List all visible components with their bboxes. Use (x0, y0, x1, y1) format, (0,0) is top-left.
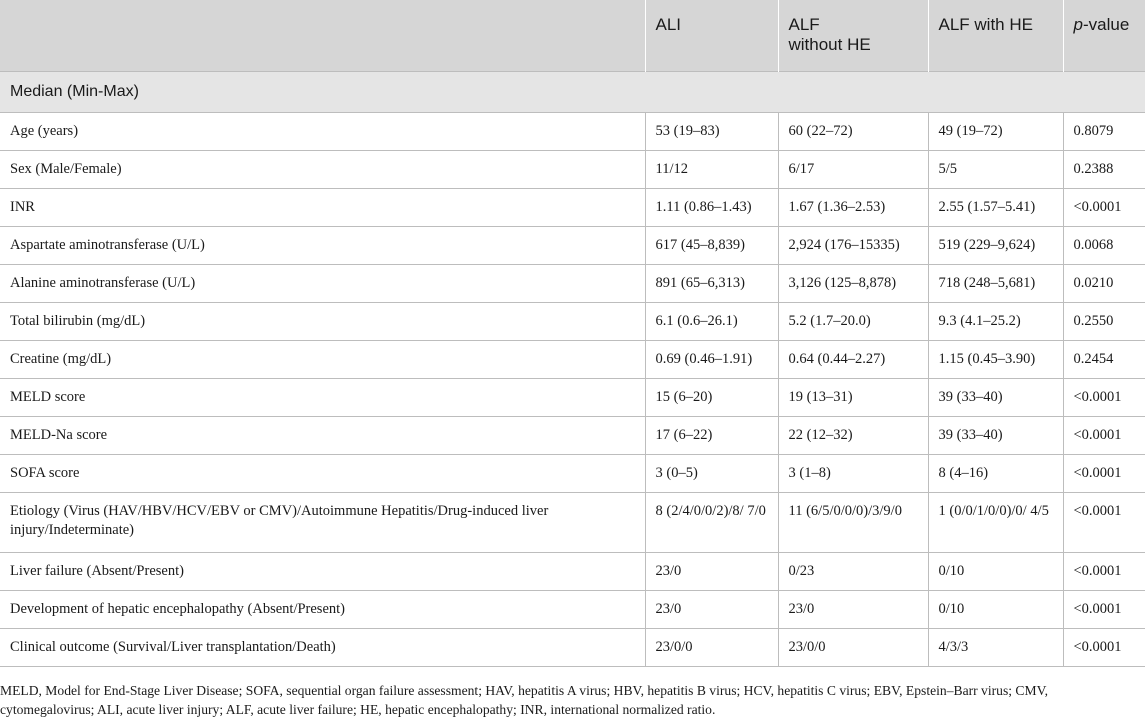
cell-p-value: <0.0001 (1063, 378, 1145, 416)
cell-alf-with-he: 9.3 (4.1–25.2) (928, 302, 1063, 340)
header-alf-line1: ALF (788, 15, 820, 34)
cell-p-value: 0.2550 (1063, 302, 1145, 340)
row-label: MELD-Na score (0, 416, 645, 454)
cell-alf-with-he: 0/10 (928, 552, 1063, 590)
section-row (0, 71, 1145, 112)
row-label: MELD score (0, 378, 645, 416)
cell-alf-without-he: 1.67 (1.36–2.53) (778, 188, 928, 226)
cell-alf-without-he: 2,924 (176–15335) (778, 226, 928, 264)
cell-ali: 53 (19–83) (645, 112, 778, 150)
table-row (0, 302, 1145, 340)
table-row (0, 226, 1145, 264)
cell-ali: 891 (65–6,313) (645, 264, 778, 302)
cell-p-value: <0.0001 (1063, 188, 1145, 226)
cell-alf-with-he: 5/5 (928, 150, 1063, 188)
table-row (0, 378, 1145, 416)
cell-p-value: <0.0001 (1063, 416, 1145, 454)
row-label: Etiology (Virus (HAV/HBV/HCV/EBV or CMV)/Autoimmune Hepatitis/Drug-induced liver injury/Indeterminate) (0, 492, 645, 552)
section-label: Median (Min-Max) (0, 71, 1145, 112)
cell-alf-with-he: 39 (33–40) (928, 378, 1063, 416)
cell-ali: 8 (2/4/0/0/2)/8/ 7/0 (645, 492, 778, 552)
table-row (0, 150, 1145, 188)
cell-alf-with-he: 1 (0/0/1/0/0)/0/ 4/5 (928, 492, 1063, 552)
cell-alf-with-he: 49 (19–72) (928, 112, 1063, 150)
cell-p-value: <0.0001 (1063, 628, 1145, 666)
header-p-rest: -value (1082, 15, 1130, 34)
cell-alf-without-he: 23/0 (778, 590, 928, 628)
table-row (0, 454, 1145, 492)
row-label: Aspartate aminotransferase (U/L) (0, 226, 645, 264)
header-alf-with-he: ALF with HE (928, 0, 1063, 71)
cell-ali: 11/12 (645, 150, 778, 188)
cell-ali: 15 (6–20) (645, 378, 778, 416)
table-row (0, 628, 1145, 666)
cell-alf-with-he: 2.55 (1.57–5.41) (928, 188, 1063, 226)
cell-ali: 3 (0–5) (645, 454, 778, 492)
cell-alf-with-he: 519 (229–9,624) (928, 226, 1063, 264)
cell-p-value: 0.0068 (1063, 226, 1145, 264)
cell-ali: 617 (45–8,839) (645, 226, 778, 264)
cell-p-value: <0.0001 (1063, 552, 1145, 590)
table-row (0, 188, 1145, 226)
row-label: Alanine aminotransferase (U/L) (0, 264, 645, 302)
cell-ali: 23/0 (645, 552, 778, 590)
table-row (0, 492, 1145, 552)
cell-ali: 23/0 (645, 590, 778, 628)
cell-p-value: <0.0001 (1063, 590, 1145, 628)
header-variable (0, 0, 645, 71)
table-row (0, 112, 1145, 150)
table-row (0, 590, 1145, 628)
header-p-italic: p (1073, 15, 1083, 34)
header-p-value (1063, 0, 1145, 71)
cell-alf-without-he: 60 (22–72) (778, 112, 928, 150)
row-label: Age (years) (0, 112, 645, 150)
cell-alf-without-he: 0/23 (778, 552, 928, 590)
cell-alf-without-he: 22 (12–32) (778, 416, 928, 454)
row-label: Creatine (mg/dL) (0, 340, 645, 378)
cell-alf-without-he: 5.2 (1.7–20.0) (778, 302, 928, 340)
header-ali: ALI (645, 0, 778, 71)
table-row (0, 552, 1145, 590)
row-label: Sex (Male/Female) (0, 150, 645, 188)
header-row (0, 0, 1145, 71)
cell-alf-with-he: 1.15 (0.45–3.90) (928, 340, 1063, 378)
cell-alf-without-he: 3,126 (125–8,878) (778, 264, 928, 302)
cell-p-value: 0.2388 (1063, 150, 1145, 188)
header-alf-line2: without HE (788, 35, 871, 54)
row-label: Clinical outcome (Survival/Liver transplantation/Death) (0, 628, 645, 666)
table-row (0, 340, 1145, 378)
cell-ali: 1.11 (0.86–1.43) (645, 188, 778, 226)
row-label: SOFA score (0, 454, 645, 492)
cell-p-value: 0.2454 (1063, 340, 1145, 378)
cell-alf-without-he: 3 (1–8) (778, 454, 928, 492)
cell-alf-with-he: 8 (4–16) (928, 454, 1063, 492)
cell-alf-without-he: 11 (6/5/0/0/0)/3/9/0 (778, 492, 928, 552)
row-label: INR (0, 188, 645, 226)
cell-alf-with-he: 0/10 (928, 590, 1063, 628)
cell-ali: 0.69 (0.46–1.91) (645, 340, 778, 378)
row-label: Liver failure (Absent/Present) (0, 552, 645, 590)
row-label: Total bilirubin (mg/dL) (0, 302, 645, 340)
row-label: Development of hepatic encephalopathy (Absent/Present) (0, 590, 645, 628)
cell-ali: 23/0/0 (645, 628, 778, 666)
cell-p-value: 0.8079 (1063, 112, 1145, 150)
cell-p-value: <0.0001 (1063, 454, 1145, 492)
table-footnote: MELD, Model for End-Stage Liver Disease; SOFA, sequential organ failure assessment; HAV, hepatitis A virus; HBV, hepatitis B virus; HCV, hepatitis C virus; EBV, Epstein–Barr virus; CMV, cytomegalovirus; ALI, acute liver injury; ALF, acute liver failure; HE, hepatic encephalopathy; INR, international normalized ratio. (0, 683, 1049, 717)
cell-alf-without-he: 23/0/0 (778, 628, 928, 666)
cell-p-value: <0.0001 (1063, 492, 1145, 552)
cell-alf-with-he: 39 (33–40) (928, 416, 1063, 454)
cell-alf-without-he: 0.64 (0.44–2.27) (778, 340, 928, 378)
cell-ali: 6.1 (0.6–26.1) (645, 302, 778, 340)
cell-alf-with-he: 4/3/3 (928, 628, 1063, 666)
header-alf-without-he (778, 0, 928, 71)
cell-ali: 17 (6–22) (645, 416, 778, 454)
cell-alf-without-he: 6/17 (778, 150, 928, 188)
table-row (0, 416, 1145, 454)
cell-alf-with-he: 718 (248–5,681) (928, 264, 1063, 302)
cell-p-value: 0.0210 (1063, 264, 1145, 302)
cell-alf-without-he: 19 (13–31) (778, 378, 928, 416)
table-row (0, 264, 1145, 302)
